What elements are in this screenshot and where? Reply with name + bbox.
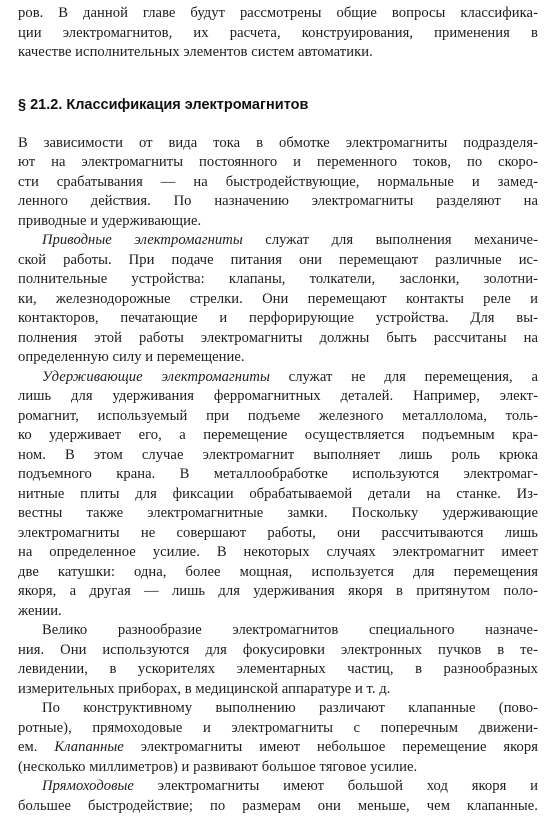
text-line bbox=[18, 582, 538, 602]
text-line bbox=[18, 153, 538, 173]
text-line bbox=[18, 543, 538, 563]
line-text: приводные и удерживающие. bbox=[18, 213, 201, 229]
text-line bbox=[18, 719, 538, 739]
text-line bbox=[18, 368, 538, 388]
text-line bbox=[18, 504, 538, 524]
text-line bbox=[18, 348, 538, 368]
text-line bbox=[18, 524, 538, 544]
line-text: лишь для удерживания ферромагнитных деталей. Например, элект- bbox=[18, 388, 538, 404]
text-line bbox=[18, 387, 538, 407]
paragraph bbox=[18, 621, 538, 699]
section-body bbox=[18, 134, 538, 816]
text-line bbox=[18, 660, 538, 680]
paragraph bbox=[18, 231, 538, 368]
line-text: ромагнит, используемый при подъеме железного металлолома, толь- bbox=[18, 408, 538, 424]
line-text: две катушки: одна, более мощная, используется для перемещения bbox=[18, 564, 538, 580]
line-text: По конструктивному выполнению различают клапанные (пово- bbox=[42, 700, 538, 716]
line-text: полнения этой работы электромагниты должны быть рассчитаны на bbox=[18, 330, 538, 346]
text-line bbox=[18, 602, 538, 622]
line-text: якоря, а другая — лишь для удерживания якоря в притянутом поло- bbox=[18, 583, 538, 599]
line-text: левидении, в ускорителях элементарных частиц, в разнообразных bbox=[18, 661, 538, 677]
text-line bbox=[18, 329, 538, 349]
text-line bbox=[18, 758, 538, 778]
text-line bbox=[18, 231, 538, 251]
line-text: ют на электромагниты постоянного и переменного токов, по скоро- bbox=[18, 154, 538, 170]
paragraph bbox=[18, 699, 538, 777]
line-text: электромагниты не совершают работы, они рассчитываются лишь bbox=[18, 525, 538, 541]
line-text: ки, железнодорожные стрелки. Они перемещают контакты реле и bbox=[18, 291, 538, 307]
paragraph bbox=[18, 777, 538, 816]
emphasized-term: Удерживающие электромагниты bbox=[42, 369, 270, 385]
text-line bbox=[18, 621, 538, 641]
text-line bbox=[18, 212, 538, 232]
line-text: ленного действия. По назначению электромагниты разделяют на bbox=[18, 193, 538, 209]
text-line bbox=[18, 446, 538, 466]
emphasized-term: Приводные электромагниты bbox=[42, 232, 243, 248]
text-line bbox=[18, 738, 538, 758]
paragraph bbox=[18, 134, 538, 232]
text-line bbox=[18, 251, 538, 271]
section-heading: § 21.2. Классификация электромагнитов bbox=[18, 96, 538, 115]
text-line bbox=[18, 641, 538, 661]
text-line bbox=[18, 426, 538, 446]
line-text: жении. bbox=[18, 603, 62, 619]
text-line bbox=[18, 777, 538, 797]
line-text: на определенное усилие. В некоторых случаях электромагнит имеет bbox=[18, 544, 538, 560]
line-text: ской работы. При подаче питания они перемещают различные ис- bbox=[18, 252, 538, 268]
line-text: В зависимости от вида тока в обмотке электромагниты подразделя- bbox=[18, 135, 538, 151]
text-line bbox=[18, 797, 538, 816]
text-line bbox=[18, 563, 538, 583]
line-text: служат не для перемещения, а bbox=[270, 369, 538, 385]
line-text: вестны также электромагнитные замки. Поскольку удерживающие bbox=[18, 505, 538, 521]
text-line: качестве исполнительных элементов систем автоматики. bbox=[18, 43, 538, 63]
paragraph bbox=[18, 368, 538, 622]
line-text: служат для выполнения механиче- bbox=[243, 232, 538, 248]
text-line bbox=[18, 192, 538, 212]
line-text: ном. В этом случае электромагнит выполняет лишь роль крюка bbox=[18, 447, 538, 463]
line-text: (несколько миллиметров) и развивают большое тяговое усилие. bbox=[18, 759, 417, 775]
line-text: электромагниты имеют небольшое перемещение якоря bbox=[124, 739, 538, 755]
text-line bbox=[18, 680, 538, 700]
text-line bbox=[18, 465, 538, 485]
text-line bbox=[18, 485, 538, 505]
text-line bbox=[18, 290, 538, 310]
text-line bbox=[18, 309, 538, 329]
text-line bbox=[18, 407, 538, 427]
line-text: полнительные устройства: клапаны, толкатели, заслонки, золотни- bbox=[18, 271, 538, 287]
text-line bbox=[18, 270, 538, 290]
line-text: электромагниты имеют большой ход якоря и bbox=[134, 778, 538, 794]
line-text: сти срабатывания — на быстродействующие, нормальные и замед- bbox=[18, 174, 538, 190]
text-line bbox=[18, 173, 538, 193]
emphasized-term: Прямоходовые bbox=[42, 778, 134, 794]
line-text: ния. Они используются для фокусировки электронных пучков в те- bbox=[18, 642, 538, 658]
line-text: ем. bbox=[18, 739, 54, 755]
line-text: измерительных приборах, в медицинской аппаратуре и т. д. bbox=[18, 681, 390, 697]
line-text: определенную силу и перемещение. bbox=[18, 349, 245, 365]
emphasized-term: Клапанные bbox=[54, 739, 123, 755]
line-text: нитные плиты для фиксации обрабатываемой детали на станке. Из- bbox=[18, 486, 538, 502]
line-text: контакторов, печатающие и перфорирующие устройства. Для вы- bbox=[18, 310, 538, 326]
text-line: ров. В данной главе будут рассмотрены общие вопросы классифика- bbox=[18, 4, 538, 24]
line-text: подъемного крана. В металлообработке используются электромаг- bbox=[18, 466, 538, 482]
document-page bbox=[18, 4, 538, 816]
line-text: ротные), прямоходовые и электромагниты с поперечным движени- bbox=[18, 720, 538, 736]
intro-text bbox=[18, 4, 538, 63]
line-text: Велико разнообразие электромагнитов специального назначе- bbox=[42, 622, 538, 638]
text-line bbox=[18, 699, 538, 719]
line-text: большее быстродействие; по размерам они меньше, чем клапанные. bbox=[18, 798, 538, 814]
text-line bbox=[18, 134, 538, 154]
line-text: ко удерживает его, а перемещение осуществляется подъемным кра- bbox=[18, 427, 538, 443]
text-line: ции электромагнитов, их расчета, конструирования, применения в bbox=[18, 24, 538, 44]
